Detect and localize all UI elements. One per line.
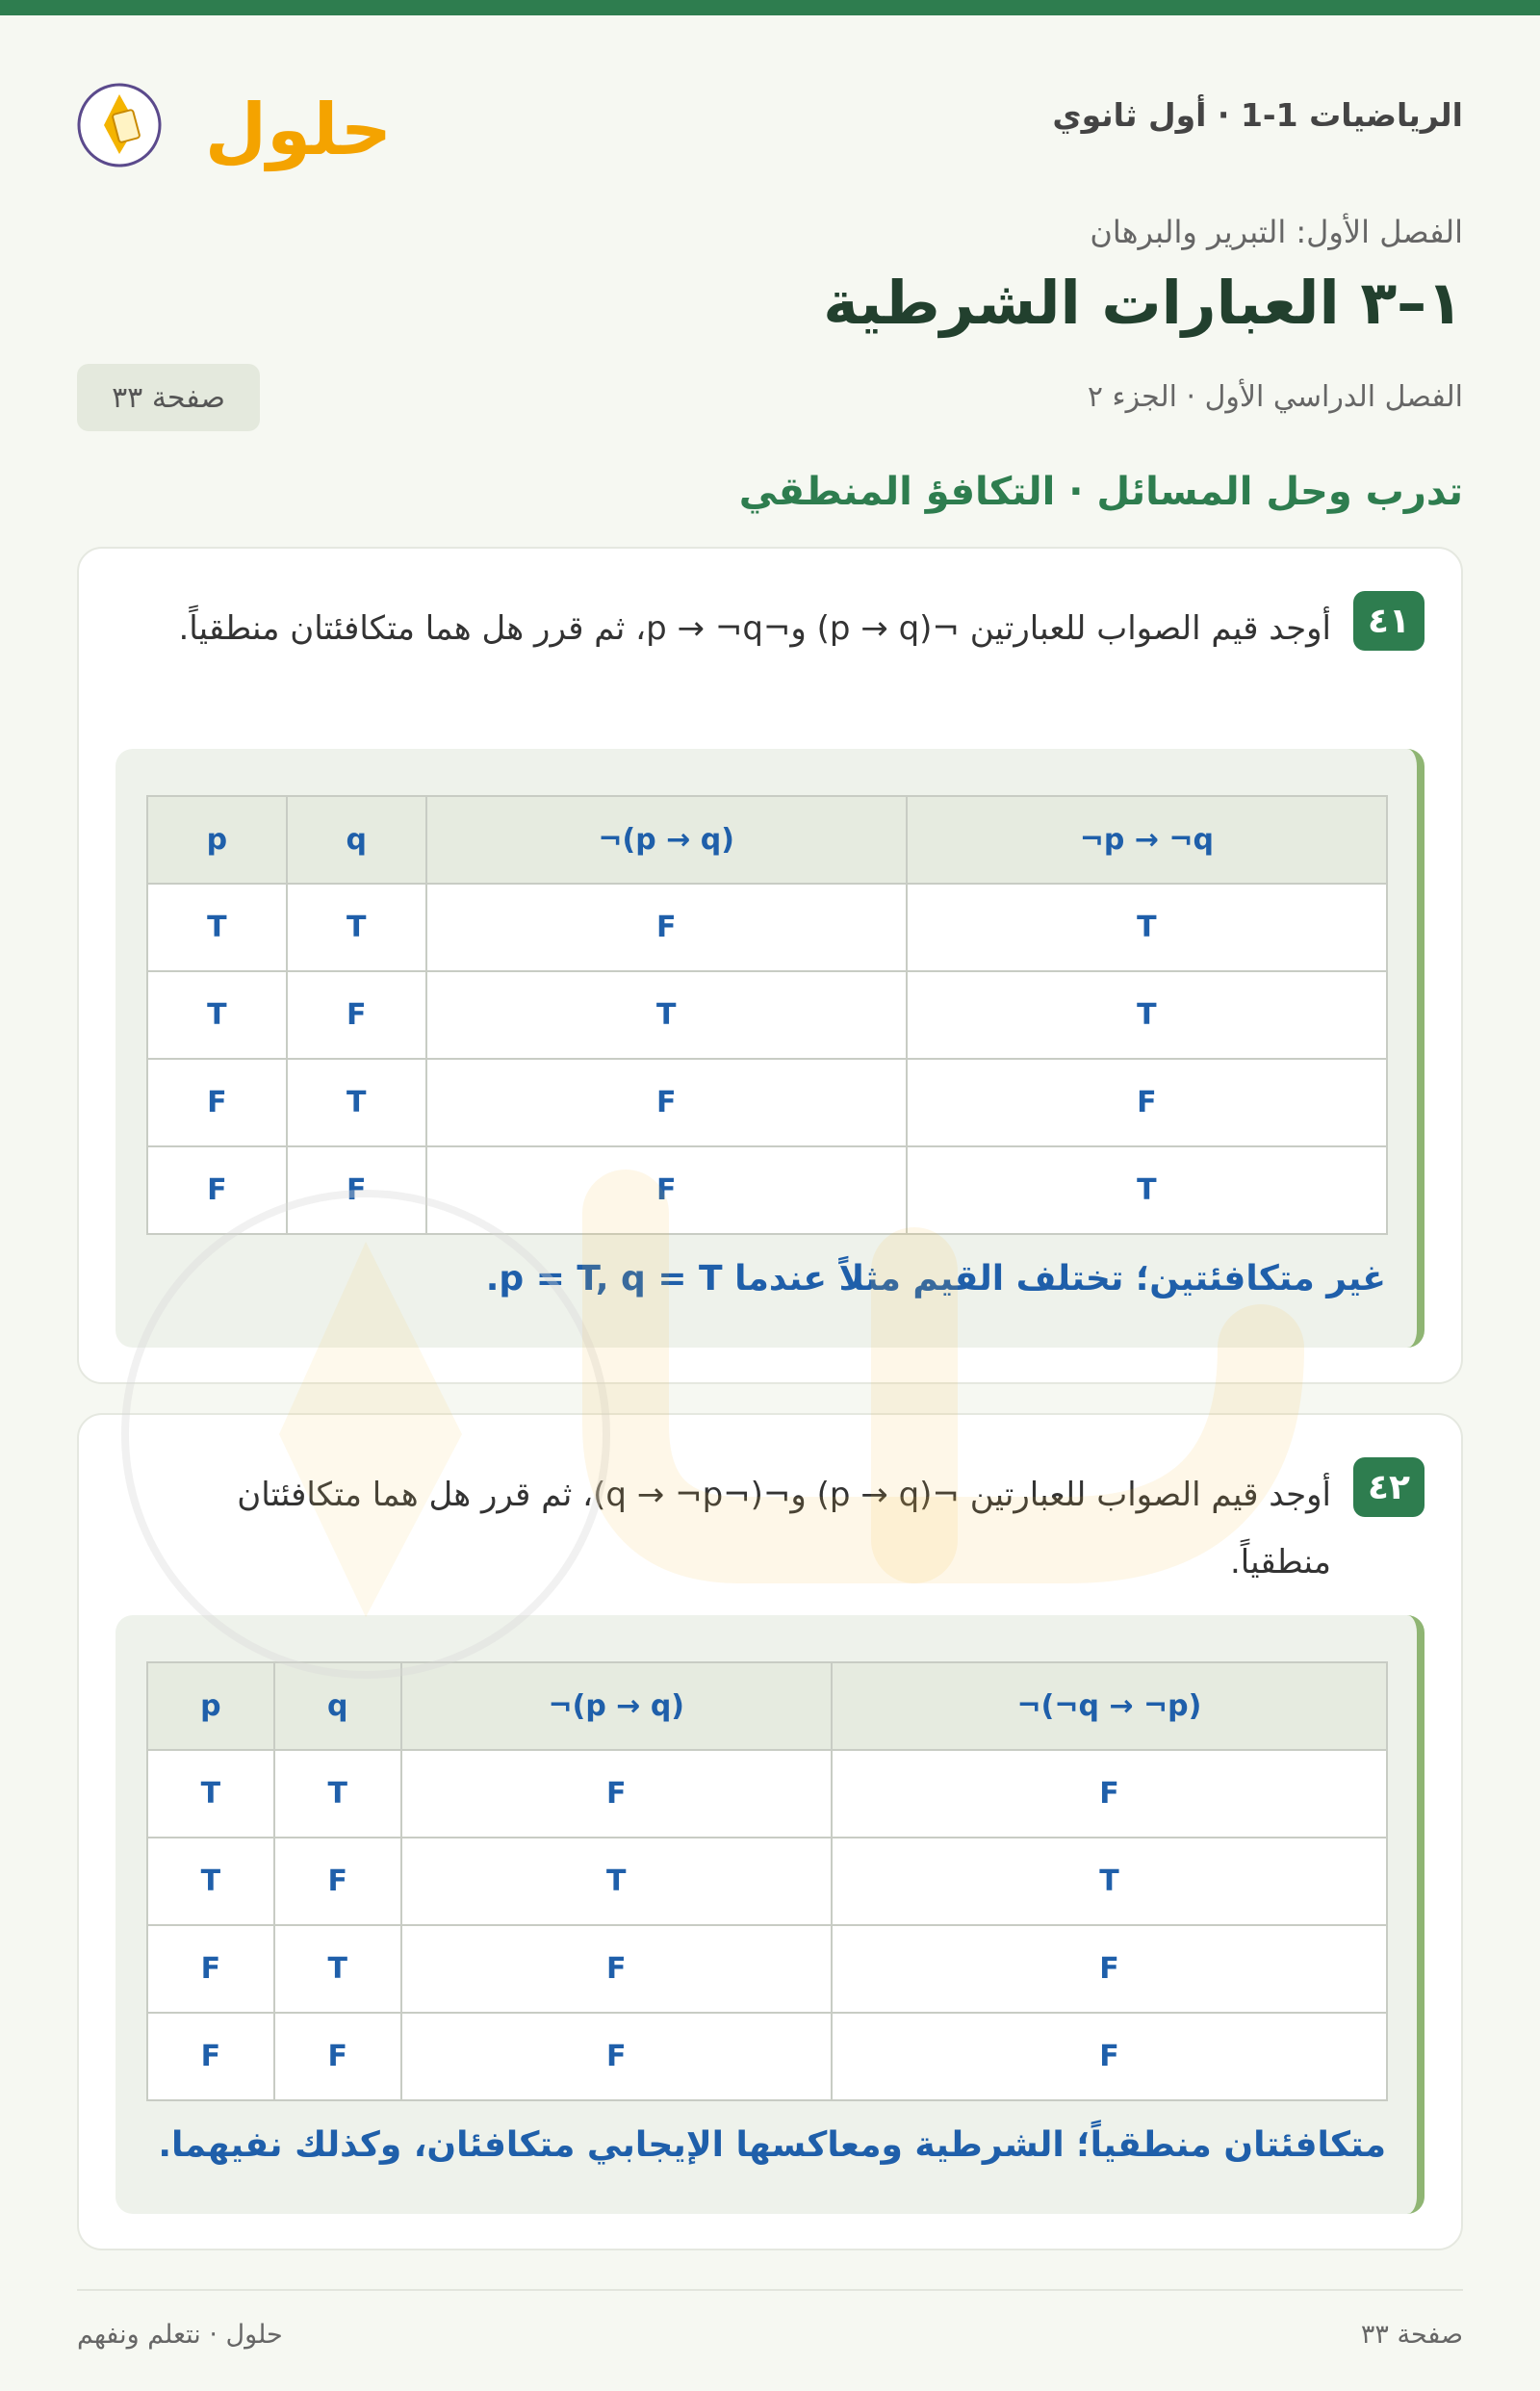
table-cell: T — [147, 1750, 274, 1838]
table-cell: T — [426, 971, 907, 1059]
table-cell: T — [907, 884, 1387, 971]
table-row — [147, 1838, 1387, 1925]
table-row — [147, 1146, 1387, 1234]
subject-label: الرياضيات 1-1 · أول ثانوي — [1052, 96, 1463, 134]
table-row — [147, 2013, 1387, 2100]
table-cell: T — [907, 971, 1387, 1059]
hulul-logo-icon — [77, 58, 393, 173]
table-cell: T — [832, 1838, 1387, 1925]
table-cell: F — [426, 884, 907, 971]
question-number: ٤١ — [1353, 591, 1424, 651]
table-cell: F — [832, 2013, 1387, 2100]
table-cell: T — [287, 884, 426, 971]
footer-page-number: صفحة ٣٣ — [1360, 2320, 1463, 2350]
table-cell: F — [401, 2013, 832, 2100]
question-text: أوجد قيم الصواب للعبارتين ¬(p → q) و¬p → ¬q، ثم قرر هل هما متكافئتان منطقياً. — [178, 609, 1331, 648]
semester-meta: الفصل الدراسي الأول · الجزء ٢ — [1087, 380, 1463, 414]
footer-brand: حلول · نتعلم ونفهم — [77, 2320, 283, 2350]
table-cell: F — [426, 1146, 907, 1234]
table-cell: F — [274, 1838, 401, 1925]
page-badge: صفحة ٣٣ — [77, 364, 260, 431]
hulul-logo[interactable] — [77, 58, 393, 173]
table-cell: F — [287, 971, 426, 1059]
table-row — [147, 1925, 1387, 2013]
table-cell: T — [401, 1838, 832, 1925]
table-row — [147, 971, 1387, 1059]
section-title: تدرب وحل المسائل · التكافؤ المنطقي — [738, 470, 1463, 514]
column-header: ¬(p → q) — [426, 796, 907, 884]
table-cell: F — [147, 1146, 287, 1234]
table-cell: F — [426, 1059, 907, 1146]
question-number: ٤٢ — [1353, 1457, 1424, 1517]
table-cell: F — [287, 1146, 426, 1234]
logo-text: حلول — [204, 89, 393, 171]
table-header-row — [147, 1662, 1387, 1750]
column-header: p — [147, 1662, 274, 1750]
column-header: p — [147, 796, 287, 884]
truth-table — [146, 795, 1388, 1235]
table-cell: F — [832, 1925, 1387, 2013]
answer-conclusion: غير متكافئتين؛ تختلف القيم مثلاً عندما p = T, q = T. — [485, 1259, 1386, 1298]
answer-box — [116, 1615, 1424, 2214]
column-header: q — [274, 1662, 401, 1750]
column-header: ¬(p → q) — [401, 1662, 832, 1750]
table-cell: F — [274, 2013, 401, 2100]
top-accent-bar — [0, 0, 1540, 15]
answer-conclusion: متكافئتان منطقياً؛ الشرطية ومعاكسها الإيجابي متكافئان، وكذلك نفيهما. — [158, 2125, 1386, 2165]
footer-divider — [77, 2289, 1463, 2291]
column-header: ¬(¬q → ¬p) — [832, 1662, 1387, 1750]
table-row — [147, 1750, 1387, 1838]
table-cell: T — [147, 971, 287, 1059]
table-cell: T — [274, 1750, 401, 1838]
page-header — [77, 58, 1463, 173]
table-header-row — [147, 796, 1387, 884]
table-cell: F — [147, 2013, 274, 2100]
table-cell: T — [287, 1059, 426, 1146]
table-cell: F — [147, 1925, 274, 2013]
table-cell: T — [907, 1146, 1387, 1234]
table-cell: T — [147, 1838, 274, 1925]
table-cell: T — [274, 1925, 401, 2013]
table-cell: F — [832, 1750, 1387, 1838]
column-header: ¬p → ¬q — [907, 796, 1387, 884]
table-row — [147, 1059, 1387, 1146]
column-header: q — [287, 796, 426, 884]
truth-table — [146, 1661, 1388, 2101]
table-row — [147, 884, 1387, 971]
question-card-42 — [77, 1413, 1463, 2250]
question-text: أوجد قيم الصواب للعبارتين ¬(p → q) و¬(¬q → ¬p)، ثم قرر هل هما متكافئتان منطقياً. — [237, 1476, 1331, 1581]
chapter-label: الفصل الأول: التبرير والبرهان — [1090, 214, 1463, 250]
table-cell: F — [907, 1059, 1387, 1146]
table-cell: F — [401, 1925, 832, 2013]
table-cell: F — [147, 1059, 287, 1146]
answer-box — [116, 749, 1424, 1348]
table-cell: T — [147, 884, 287, 971]
table-cell: F — [401, 1750, 832, 1838]
lesson-title: ١–٣ العبارات الشرطية — [823, 268, 1463, 338]
question-card-41 — [77, 547, 1463, 1384]
